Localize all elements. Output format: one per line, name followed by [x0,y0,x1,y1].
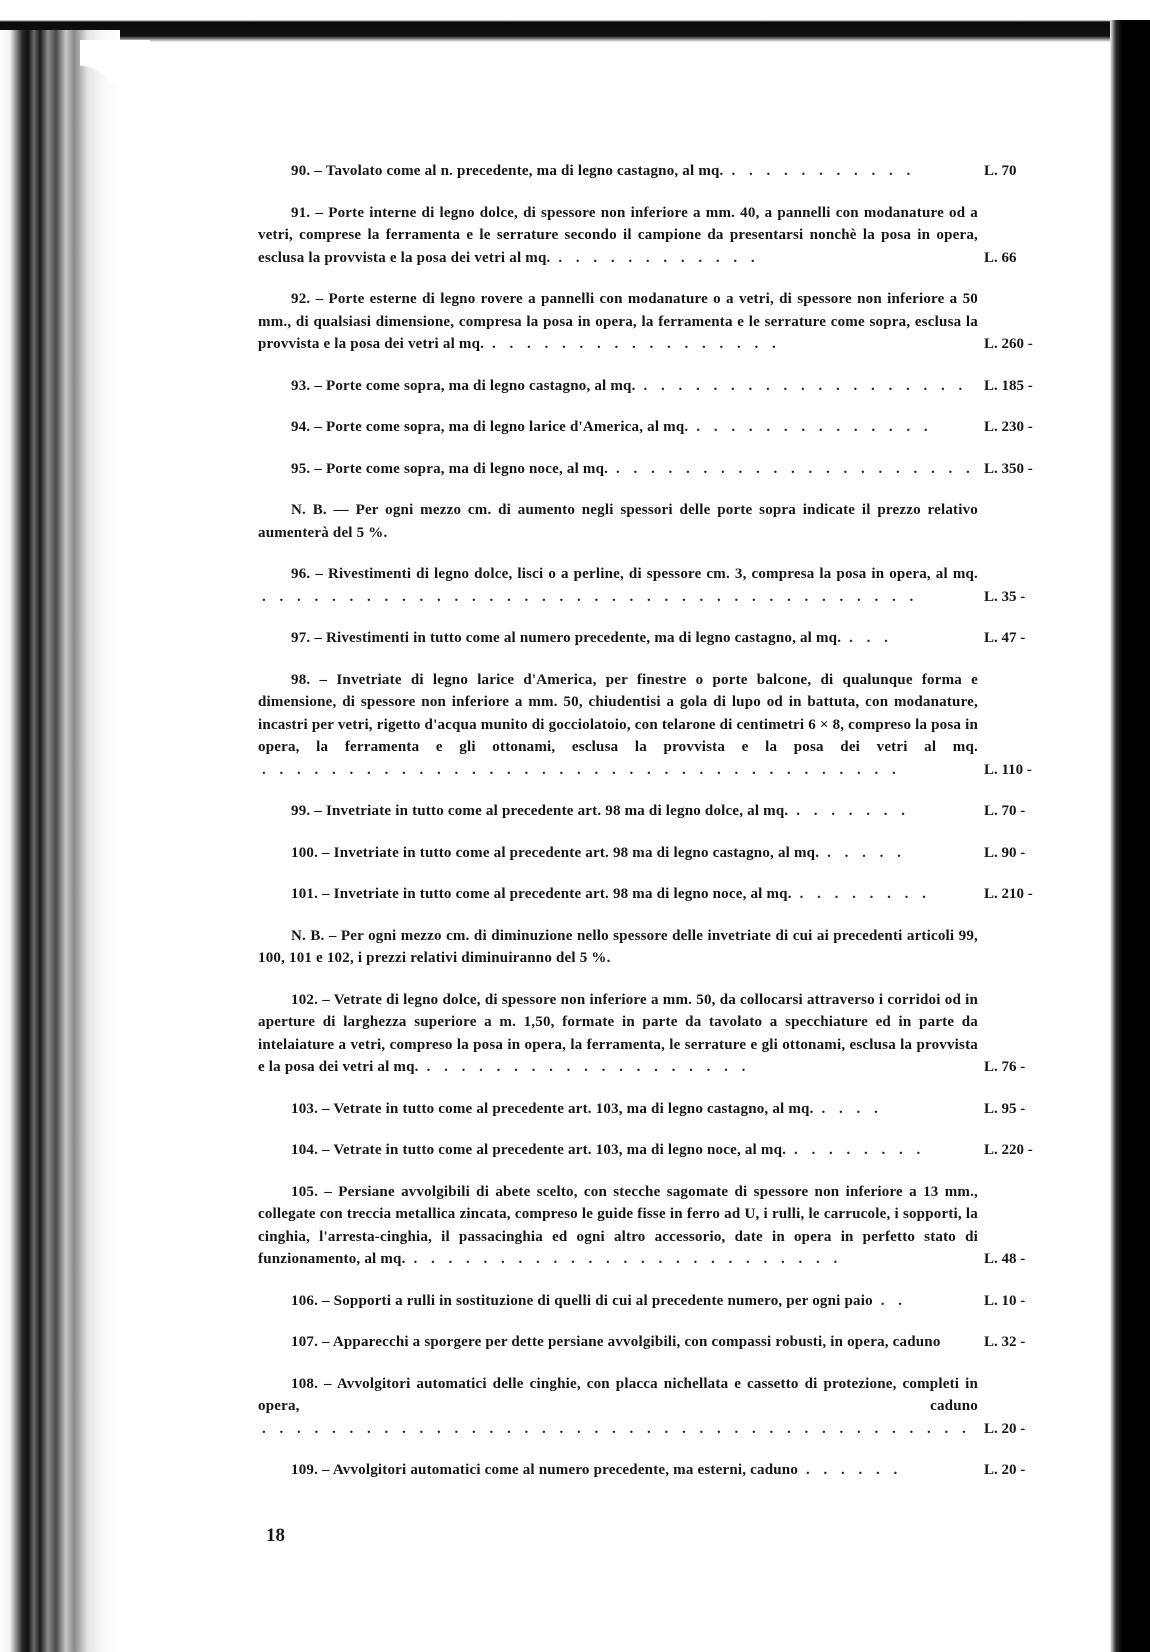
list-item [258,1181,1058,1271]
item-text: – Porte esterne di legno rovere a pannelli con modanature o a vetri, di spessore non inferiore a 50 mm., di qualsiasi dimensione, compresa la posa in opera, la ferramenta e le serrature come sopra, esclusa la provvista e la posa dei vetri al mq. [258,291,978,352]
item-text: – Sopporti a rulli in sostituzione di quelli di cui al precedente numero, per ogni paio [322,1292,873,1309]
item-text: – Persiane avvolgibili di abete scelto, con stecche sagomate di spessore non inferiore a 13 mm., collegate con treccia metallica zincata, compreso le guide fisse in ferro ad U, i rulli, le carrucole, i sopporti, la cinghia, l'arresta-cinghia, il passacinghia ed ogni altro accessorio, date in opera in perfetto stato di funzionamento, al mq. [258,1183,979,1267]
item-text: – Avvolgitori automatici come al numero precedente, ma esterni, caduno [322,1462,799,1478]
list-item [258,627,1058,650]
item-number: 94. [291,419,311,435]
item-price: L. 260 - [984,336,1033,352]
list-item [258,1139,1058,1162]
item-price: L. 230 - [984,419,1033,435]
leader-dots: . . [880,1292,908,1309]
list-item [258,842,1058,865]
price-list-page [258,160,1058,1501]
book-gutter-curve [80,40,150,160]
item-text: – Vetrate di legno dolce, di spessore non inferiore a mm. 50, da collocarsi attraverso i corridoi od in aperture di larghezza superiore a m. 1,50, formate in parte da tavolato a specchiature ed in parte da intelaiature a vetri, compreso la posa in opera, la ferramenta, le serrature e gli ottonami, esclusa la provvista e la posa dei vetri al mq. [258,991,979,1075]
item-price: L. 10 - [984,1292,1026,1309]
note-label: N. B. [291,502,327,518]
item-number: 91. [291,204,311,221]
item-price: L. 220 - [984,1142,1033,1158]
leader-dots: . . . . [821,1100,883,1117]
item-price: L. 350 - [984,460,1033,477]
leader-dots: . . . . . . . . [794,1142,926,1158]
item-price: L. 47 - [984,630,1026,646]
list-item [258,288,1058,356]
item-price: L. 110 - [984,761,1032,778]
item-number: 107. [291,1334,319,1350]
leader-dots: . . . . . . . . . . . . . . [696,419,933,435]
leader-dots: . . . . . . . . . . . . . . . . . . . . . [616,460,975,477]
note-label: N. B. [291,927,325,944]
list-item [258,375,1058,398]
item-number: 90. [291,163,311,179]
item-number: 95. [291,460,311,477]
item-text: – Vetrate in tutto come al precedente art. 103, ma di legno castagno, al mq. [322,1100,814,1117]
scan-right-edge [1110,20,1150,1652]
leader-dots: . . . . . . . . . . . . . . . . . . . . . . . . . . . . . . . . . . . . . . [262,588,919,605]
leader-dots: . . . . . . . . . . . . . . . . . [492,336,781,352]
leader-dots: . . . . . . . . . . . [731,163,916,179]
leader-dots: . . . . . . . . . . . . [558,249,760,266]
item-number: 101. [291,886,319,902]
list-item [258,989,1058,1079]
item-text: – Porte come sopra, ma di legno larice d'America, al mq. [314,419,689,435]
item-text: – Porte come sopra, ma di legno castagno, al mq. [314,377,636,394]
item-text: – Rivestimenti di legno dolce, lisci o a perline, di spessore cm. 3, compresa la posa in opera, al mq. [315,566,979,582]
item-number: 98. [291,671,311,688]
item-price: L. 210 - [984,886,1033,902]
item-number: 100. [291,844,319,861]
item-text: – Invetriate di legno larice d'America, per finestre o porte balcone, di qualunque forma e dimensione, di spessore non inferiore a mm. 50, chiudentisi a gola di lupo od in battuta, con modanature, incastri per vetri, rigetto d'acqua munito di gocciolatoio, con telarone di centimetri 6 × 8, compreso la posa in opera, la ferramenta e gli ottonami, esclusa la provvista e la posa dei vetri al mq. [258,671,979,755]
list-item [258,1331,1058,1354]
item-text: – Tavolato come al n. precedente, ma di legno castagno, al mq. [314,163,724,179]
leader-dots: . . . . . . . [796,803,911,819]
item-number: 102. [291,991,319,1008]
item-price: L. 95 - [984,1100,1026,1117]
leader-dots: . . . [849,630,893,646]
item-price: L. 70 [984,163,1017,179]
list-item [258,1098,1058,1121]
list-item [258,883,1058,906]
item-text: – Apparecchi a sporgere per dette persiane avvolgibili, con compassi robusti, in opera, caduno [322,1334,941,1350]
list-item [258,669,1058,782]
item-text: – Avvolgitori automatici delle cinghie, con placca nichellata e cassetto di protezione, completi in opera, caduno [258,1375,979,1414]
list-item [258,800,1058,823]
item-number: 97. [291,630,311,646]
item-text: – Invetriate in tutto come al precedente art. 98 ma di legno dolce, al mq. [314,803,789,819]
leader-dots: . . . . . . . . . . . . . . . . . . . [426,1059,751,1075]
item-number: 109. [291,1462,319,1478]
item-price: L. 20 - [984,1462,1026,1478]
item-price: L. 32 - [984,1334,1026,1350]
item-price: L. 66 [984,249,1017,266]
leader-dots: . . . . . . . . . . . . . . . . . . . . . . . . . . . . . . . . . . . . . . . . . [262,1420,971,1437]
list-item [258,563,1058,608]
item-price: L. 185 - [984,377,1033,394]
leader-dots: . . . . . . . . . . . . . . . . . . . . . . . . . [413,1251,843,1267]
list-item [258,458,1058,481]
item-price: L. 70 - [984,803,1026,819]
item-number: 103. [291,1100,319,1117]
leader-dots: . . . . . . . . . . . . . . . . . . . . . . . . . . . . . . . . . . . . . [262,761,901,778]
item-price: L. 35 - [984,588,1026,605]
note-paragraph [258,925,1058,970]
note-text: — Per ogni mezzo cm. di aumento negli spessori delle porte sopra indicate il prezzo relativo aumenterà del 5 %. [258,502,979,541]
list-item [258,202,1058,270]
item-text: – Porte interne di legno dolce, di spessore non inferiore a mm. 40, a pannelli con modanature od a vetri, comprese la ferramenta e le serrature secondo il campione da presentarsi nonchè la posa in opera, esclusa la provvista e la posa dei vetri al mq. [258,204,979,266]
item-text: – Rivestimenti in tutto come al numero precedente, ma di legno castagno, al mq. [314,630,842,646]
item-number: 104. [291,1142,319,1158]
item-text: – Porte come sopra, ma di legno noce, al mq. [314,460,609,477]
item-price: L. 90 - [984,844,1026,861]
item-text: – Invetriate in tutto come al precedente art. 98 ma di legno noce, al mq. [322,886,792,902]
item-number: 99. [291,803,311,819]
leader-dots: . . . . . . . . . . . . . . . . . . . [643,377,968,394]
list-item [258,1290,1058,1313]
item-number: 108. [291,1375,319,1392]
item-number: 96. [291,566,311,582]
note-paragraph [258,499,1058,544]
leader-dots: . . . . . [827,844,906,861]
item-price: L. 20 - [984,1420,1026,1437]
leader-dots: . . . . . . [805,1462,903,1478]
item-price: L. 48 - [984,1251,1026,1267]
item-number: 93. [291,377,311,394]
list-item [258,160,1058,183]
item-number: 105. [291,1183,319,1200]
item-number: 92. [291,291,311,307]
book-gutter-shadow [0,30,120,1652]
item-text: – Invetriate in tutto come al precedente art. 98 ma di legno castagno, al mq. [322,844,820,861]
item-price: L. 76 - [984,1059,1026,1075]
item-text: – Vetrate in tutto come al precedente art. 103, ma di legno noce, al mq. [322,1142,787,1158]
scan-top-edge [0,0,1150,42]
list-item [258,1459,1058,1482]
list-item [258,1373,1058,1441]
note-text: – Per ogni mezzo cm. di diminuzione nello spessore delle invetriate di cui ai precedenti articoli 99, 100, 101 e 102, i prezzi relativi diminuiranno del 5 %. [258,927,978,966]
item-number: 106. [291,1292,319,1309]
page-number: 18 [266,1525,285,1546]
leader-dots: . . . . . . . . [799,886,931,902]
list-item [258,416,1058,439]
